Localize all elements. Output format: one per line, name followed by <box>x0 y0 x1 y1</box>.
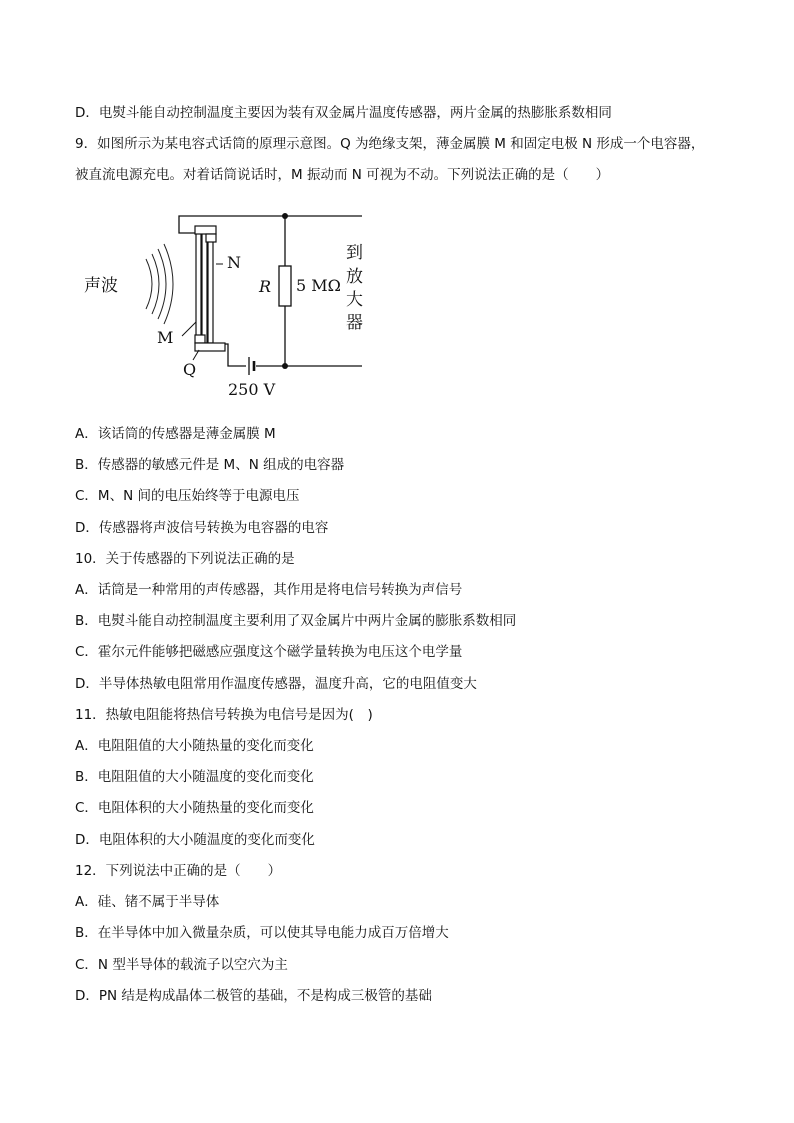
q9-option-d: D．传感器将声波信号转换为电容器的电容 <box>75 520 329 536</box>
q9-stem-line1: 9．如图所示为某电容式话筒的原理示意图。Q 为绝缘支架，薄金属膜 M 和固定电极 N 形成一个电容器， <box>75 136 705 152</box>
q9-stem-line2: 被直流电源充电。对着话筒说话时，M 振动而 N 可视为不动。下列说法正确的是（ ） <box>75 167 610 183</box>
label-to-amp-4: 器 <box>346 313 363 333</box>
label-sound-wave: 声波 <box>84 276 118 296</box>
resistor-symbol <box>279 266 291 306</box>
q12-option-a: A．硅、锗不属于半导体 <box>75 894 220 910</box>
q11-option-a: A．电阻阻值的大小随热量的变化而变化 <box>75 738 314 754</box>
battery-symbol <box>249 357 254 375</box>
sound-wave-arcs <box>146 244 173 324</box>
label-to-amp-2: 放 <box>346 267 363 287</box>
label-M: M <box>157 328 174 347</box>
q10-stem: 10．关于传感器的下列说法正确的是 <box>75 551 295 567</box>
q10-option-a: A．话筒是一种常用的声传感器，其作用是将电信号转换为声信号 <box>75 582 463 598</box>
q10-option-c: C．霍尔元件能够把磁感应强度这个磁学量转换为电压这个电学量 <box>75 644 463 660</box>
q9-option-c: C．M、N 间的电压始终等于电源电压 <box>75 488 300 504</box>
label-resistance: 5 MΩ <box>296 276 341 295</box>
q9-option-a: A．该话筒的传感器是薄金属膜 M <box>75 426 276 442</box>
capacitor-plates <box>196 233 213 343</box>
q12-option-c: C．N 型半导体的载流子以空穴为主 <box>75 957 288 973</box>
q11-option-b: B．电阻阻值的大小随温度的变化而变化 <box>75 769 314 785</box>
label-voltage: 250 V <box>228 380 276 399</box>
junction-dot-bottom <box>282 363 288 369</box>
label-N: N <box>227 253 241 272</box>
junction-dot-top <box>282 213 288 219</box>
q11-option-c: C．电阻体积的大小随热量的变化而变化 <box>75 800 314 816</box>
q10-option-b: B．电熨斗能自动控制温度主要利用了双金属片中两片金属的膨胀系数相同 <box>75 613 517 629</box>
label-R: R <box>259 277 272 296</box>
q11-stem: 11．热敏电阻能将热信号转换为电信号是因为( ) <box>75 707 373 723</box>
q12-stem: 12．下列说法中正确的是（ ） <box>75 863 282 879</box>
capacitor-microphone-diagram <box>78 204 388 404</box>
q12-option-b: B．在半导体中加入微量杂质，可以使其导电能力成百万倍增大 <box>75 925 449 941</box>
label-to-amp-1: 到 <box>346 243 363 263</box>
q9-option-b: B．传感器的敏感元件是 M、N 组成的电容器 <box>75 457 345 473</box>
label-to-amp-3: 大 <box>346 290 363 310</box>
q12-option-d: D．PN 结是构成晶体二极管的基础，不是构成三极管的基础 <box>75 988 432 1004</box>
leader-M <box>182 322 196 336</box>
q8-option-d: D．电熨斗能自动控制温度主要因为装有双金属片温度传感器，两片金属的热膨胀系数相同 <box>75 105 612 121</box>
q10-option-d: D．半导体热敏电阻常用作温度传感器，温度升高，它的电阻值变大 <box>75 676 477 692</box>
q11-option-d: D．电阻体积的大小随温度的变化而变化 <box>75 832 315 848</box>
label-Q: Q <box>183 360 197 379</box>
